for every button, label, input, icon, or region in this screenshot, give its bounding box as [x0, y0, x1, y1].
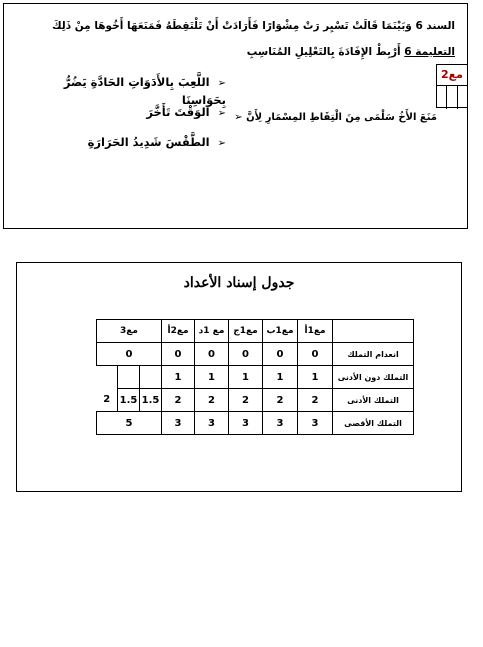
arrow-bullet-icon: ➢: [217, 108, 226, 119]
choice-item[interactable]: [26, 104, 226, 134]
grading-box: [16, 262, 462, 492]
value-cell: 0: [97, 343, 162, 366]
level-label: انعدام التملك: [333, 343, 414, 366]
criterion-score-cells: [437, 86, 467, 109]
value-cell: 1.5: [118, 389, 140, 412]
score-cell: [437, 86, 447, 109]
arrow-bullet-icon: ➢: [217, 78, 226, 89]
arrow-bullet-icon: ➢: [217, 138, 226, 149]
grading-table: [96, 319, 414, 435]
header-cell: مع2أ: [162, 320, 195, 343]
score-cell: [447, 86, 457, 109]
table-row: [97, 343, 414, 366]
value-cell: [118, 366, 140, 389]
exercise-stem: [0, 20, 455, 33]
exercise-box: [3, 3, 468, 229]
header-corner-cell: [333, 320, 414, 343]
score-cell: [458, 86, 467, 109]
header-cell: مع1ب: [263, 320, 298, 343]
criterion-box: [436, 64, 468, 108]
question: [230, 112, 437, 123]
level-label: التملك الأقصى: [333, 412, 414, 435]
grading-title: جدول إسناد الأعداد: [183, 275, 295, 291]
value-cell: 2: [103, 394, 111, 406]
table-header-row: [97, 320, 414, 343]
criterion-label: مع2: [437, 65, 467, 86]
instruction-text: أَرْبِطْ الإِفَادَةَ بِالتَعْلِيلِ المُنَاسِبِ: [246, 46, 401, 58]
value-cell: 0: [229, 343, 263, 366]
choice-item[interactable]: [26, 134, 226, 164]
instruction-label: التعليمة 6: [404, 46, 455, 58]
value-cell: 3: [298, 412, 333, 435]
choice-text: اللَّعِبَ بِالأَدَوَاتِ الحَادَّةِ يَضُرُّ بِحَوَاسِنَا: [63, 75, 226, 107]
question-text: مَنَعَ الأَخُ سَلْمَى مِنَ الْتِقَاطِ المِسْمَارِ لِأَنَّ: [246, 112, 437, 123]
value-cell: 1: [263, 366, 298, 389]
stem-text: السند 6 وَبَيْنَمَا قَالَتْ تَسْيِر رَتْ مِشْوَارًا فَأَرَادَتْ أَنْ تَلْتَقِطَهُ فَمَنَعَهَا أَخُوهَا مِنْ ذَلِكَ: [51, 20, 455, 32]
choice-text: الطَّقْسَ شَدِيدُ الحَرَارَةِ: [87, 135, 210, 149]
value-cell: 0: [298, 343, 333, 366]
level-label: التملك دون الأدنى: [333, 366, 414, 389]
table-row: [97, 412, 414, 435]
instruction: [247, 46, 455, 58]
value-cell: 2: [298, 389, 333, 412]
value-cell: 2: [263, 389, 298, 412]
value-cell: 1: [298, 366, 333, 389]
value-cell: 1: [162, 366, 195, 389]
choice-text: الوَقْتَ تَأَخَّرَ: [146, 105, 210, 119]
choices-list: [26, 74, 226, 164]
value-cell: 3: [263, 412, 298, 435]
value-cell: 2: [195, 389, 229, 412]
value-cell: 1.5: [140, 389, 162, 412]
value-cell: 3: [162, 412, 195, 435]
value-cell: 3: [229, 412, 263, 435]
table-row: [97, 389, 414, 412]
value-cell: 0: [162, 343, 195, 366]
value-cell: 3: [195, 412, 229, 435]
value-cell: 2: [162, 389, 195, 412]
value-cell: 1: [229, 366, 263, 389]
value-cell: 0: [195, 343, 229, 366]
arrow-bullet-icon: ➢: [234, 112, 243, 123]
value-cell: 2: [229, 389, 263, 412]
choice-item[interactable]: [26, 74, 226, 107]
value-cell: 1: [195, 366, 229, 389]
value-cell: [140, 366, 162, 389]
header-cell: مع 1د: [195, 320, 229, 343]
header-cell: مع1ج: [229, 320, 263, 343]
header-cell: مع1أ: [298, 320, 333, 343]
value-cell: [97, 366, 118, 389]
table-row: [97, 366, 414, 389]
header-cell: مع3: [97, 320, 162, 343]
level-label: التملك الأدنى: [333, 389, 414, 412]
value-cell: 0: [263, 343, 298, 366]
value-cell: 5: [97, 412, 162, 435]
